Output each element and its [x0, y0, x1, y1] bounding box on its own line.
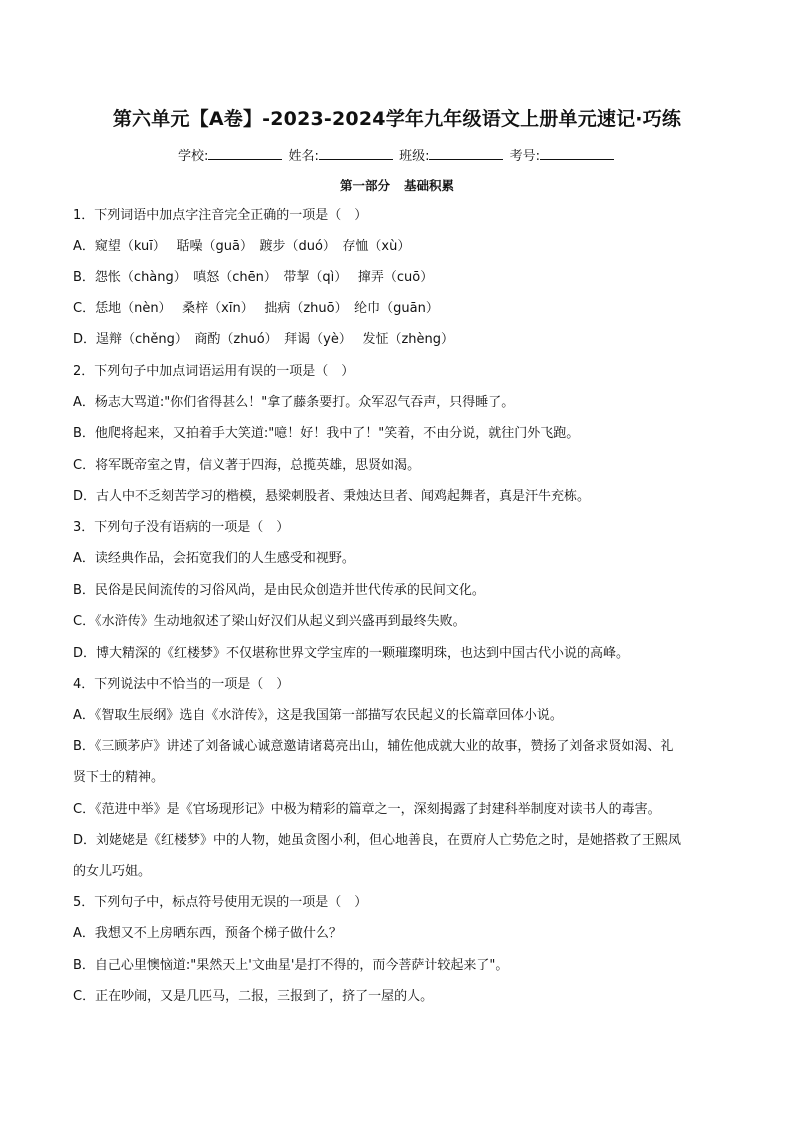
question-stem: 3．下列句子没有语病的一项是（ ） [73, 520, 290, 535]
question-line: D．博大精深的《红楼梦》不仅堪称世界文学宝库的一颗璀璨明珠，也达到中国古代小说的高峰。 [73, 646, 630, 661]
question-line: 的女儿巧姐。 [73, 864, 152, 879]
question-stem: 5．下列句子中，标点符号使用无误的一项是（ ） [73, 895, 368, 910]
question-line: A．《智取生辰纲》选自《水浒传》，这是我国第一部描写农民起义的长篇章回体小说。 [73, 708, 563, 723]
section-part: 第一部分 [339, 178, 390, 193]
question-line: D．古人中不乏刻苦学习的楷模，悬梁刺股者、秉烛达旦者、闻鸡起舞者，真是汗牛充栋。 [73, 489, 591, 504]
name-blank[interactable] [319, 148, 393, 160]
question-stem: 4．下列说法中不恰当的一项是（ ） [73, 677, 290, 692]
question-line: B．自己心里懊恼道:"果然天上'文曲星'是打不得的，而今菩萨计较起来了"。 [73, 958, 509, 973]
question-line: D．刘姥姥是《红楼梦》中的人物，她虽贪图小利，但心地善良，在贾府人亡势危之时，是她搭救了王熙凤 [73, 833, 682, 848]
question-line: B．怨怅（chàng） 嗔怒（chēn） 带挈（qì） 撺弄（cuō） [73, 270, 434, 285]
question-line: C．恁地（nèn） 桑梓（xīn） 拙病（zhuō） 纶巾（guān） [73, 301, 439, 316]
section-heading [0, 176, 794, 194]
question-stem: 1．下列词语中加点字注音完全正确的一项是（ ） [73, 208, 368, 223]
question-line: A．我想又不上房晒东西，预备个梯子做什么？ [73, 926, 342, 941]
question-line: C．将军既帝室之胄，信义著于四海，总揽英雄，思贤如渴。 [73, 458, 421, 473]
question-line: A．杨志大骂道:"你们省得甚么！"拿了藤条要打。众军忍气吞声，只得睡了。 [73, 395, 515, 410]
question-line: C．正在吵闹，又是几匹马，二报，三报到了，挤了一屋的人。 [73, 989, 434, 1004]
name-label: 姓名: [288, 149, 319, 164]
question-line: B．民俗是民间流传的习俗风尚，是由民众创造并世代传承的民间文化。 [73, 583, 485, 598]
student-info-row [0, 145, 794, 164]
school-label: 学校: [178, 149, 209, 164]
class-blank[interactable] [429, 148, 503, 160]
question-stem: 2．下列句子中加点词语运用有误的一项是（ ） [73, 364, 355, 379]
question-line: A．窥望（kuī） 聒噪（guā） 踱步（duó） 存恤（xù） [73, 239, 411, 254]
class-label: 班级: [399, 149, 430, 164]
question-line: A．读经典作品，会拓宽我们的人生感受和视野。 [73, 551, 355, 566]
document-title: 第六单元【A卷】-2023-2024学年九年级语文上册单元速记·巧练 [112, 108, 682, 130]
school-blank[interactable] [208, 148, 282, 160]
question-line: C．《水浒传》生动地叙述了梁山好汉们从起义到兴盛再到最终失败。 [73, 614, 466, 629]
number-blank[interactable] [540, 148, 614, 160]
question-line: C．《范进中举》是《官场现形记》中极为精彩的篇章之一，深刻揭露了封建科举制度对读书人的毒害。 [73, 802, 661, 817]
section-name: 基础积累 [404, 178, 455, 193]
question-line: D．逞辩（chěng） 商酌（zhuó） 拜谒（yè） 发怔（zhèng） [73, 332, 455, 347]
question-line: B．《三顾茅庐》讲述了刘备诚心诚意邀请诸葛亮出山，辅佐他成就大业的故事，赞扬了刘备求贤如渴、礼 [73, 739, 674, 754]
question-line: B．他爬将起来，又拍着手大笑道:"噫！好！我中了！"笑着，不由分说，就往门外飞跑。 [73, 426, 580, 441]
question-line: 贤下士的精神。 [73, 770, 165, 785]
number-label: 考号: [509, 149, 540, 164]
